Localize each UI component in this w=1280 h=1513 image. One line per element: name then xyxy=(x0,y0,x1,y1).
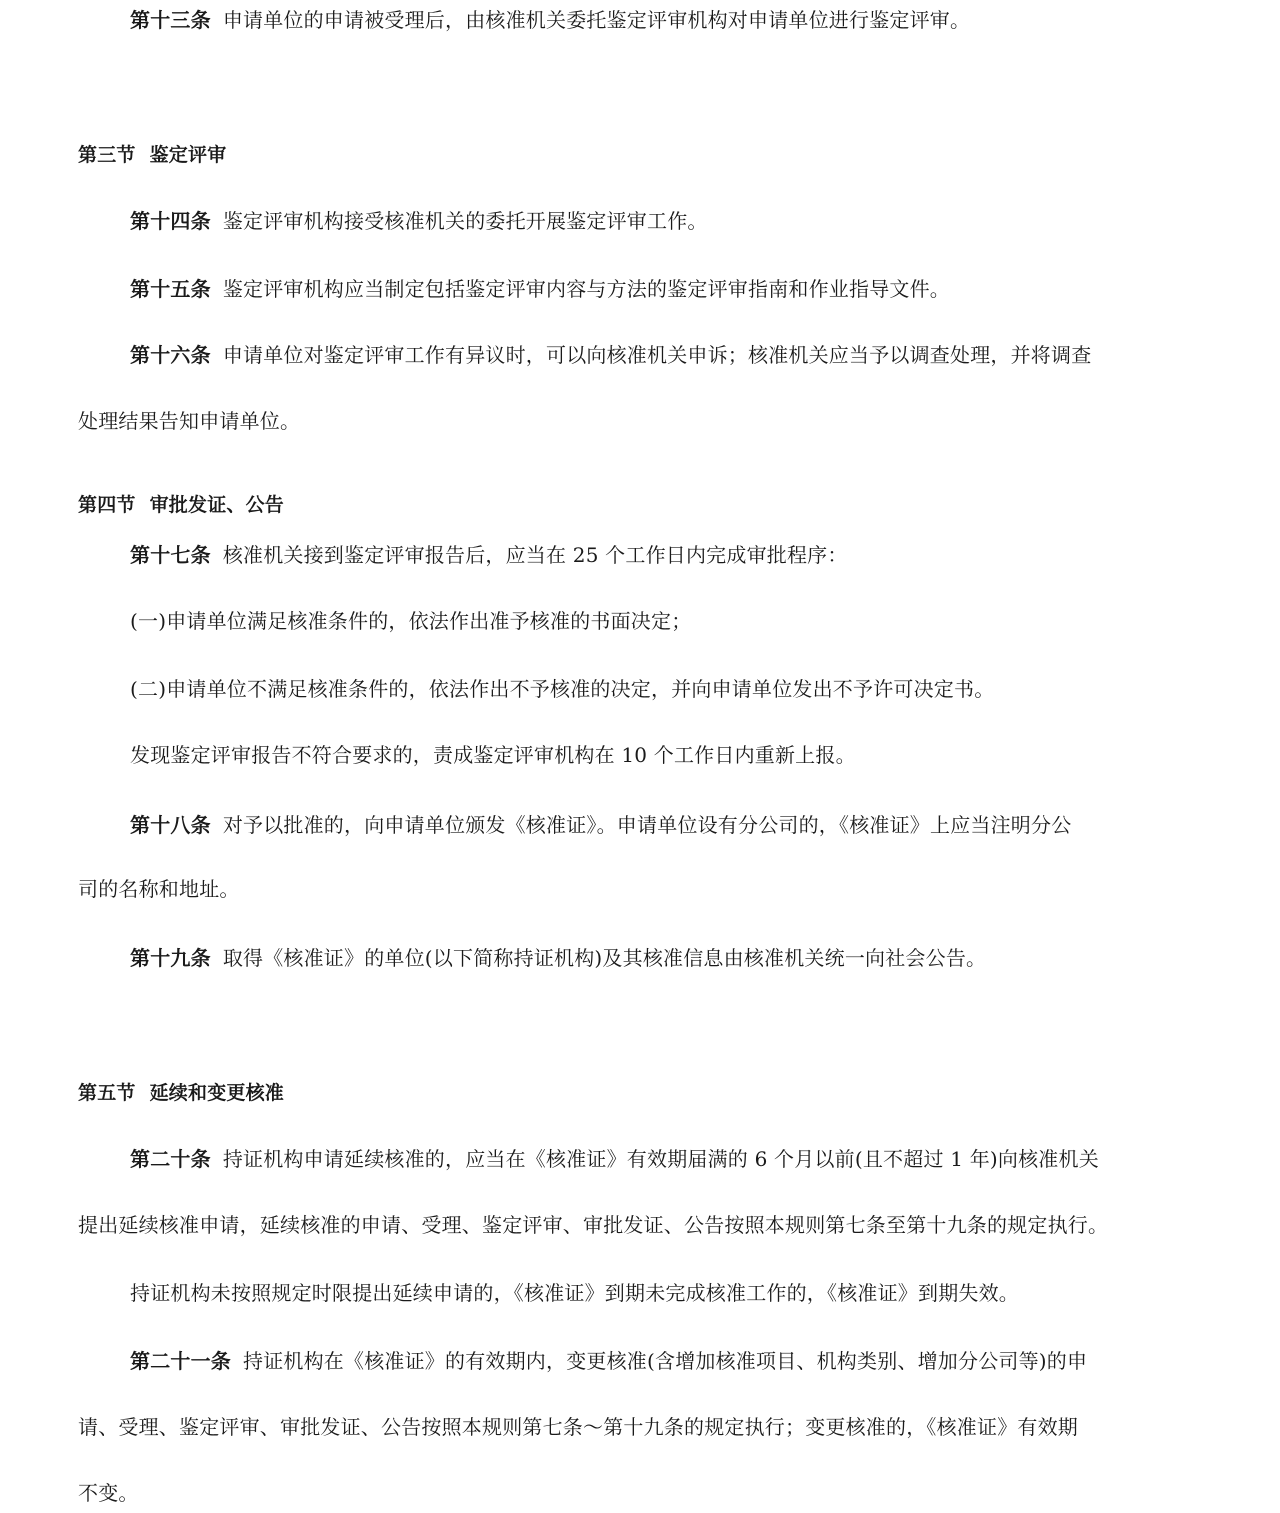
article-text: 对予以批准的，向申请单位颁发《核准证》。申请单位设有分公司的，《核准证》上应当注明分公 xyxy=(222,813,1072,837)
section-4-heading xyxy=(78,493,284,517)
article-text: 核准机关接到鉴定评审报告后，应当在 25 个工作日内完成审批程序： xyxy=(222,543,848,567)
article-21 xyxy=(130,1349,1087,1373)
article-text: 持证机构在《核准证》的有效期内，变更核准(含增加核准项目、机构类别、增加分公司等)的申 xyxy=(243,1349,1088,1373)
article-18 xyxy=(130,813,1071,837)
article-18-continuation: 司的名称和地址。 xyxy=(78,877,240,901)
article-text: 申请单位的申请被受理后，由核准机关委托鉴定评审机构对申请单位进行鉴定评审。 xyxy=(222,8,971,32)
article-20 xyxy=(130,1147,1099,1171)
section-number: 第四节 xyxy=(78,494,136,516)
article-text: 取得《核准证》的单位(以下简称持证机构)及其核准信息由核准机关统一向社会公告。 xyxy=(222,946,987,970)
article-label: 第二十一条 xyxy=(130,1349,231,1373)
section-title: 延续和变更核准 xyxy=(149,1082,285,1104)
article-text: 申请单位对鉴定评审工作有异议时，可以向核准机关申诉；核准机关应当予以调查处理，并将调查 xyxy=(222,343,1092,367)
article-label: 第十五条 xyxy=(130,277,211,301)
article-17 xyxy=(130,543,848,567)
article-label: 第十八条 xyxy=(130,813,211,837)
article-text: 持证机构申请延续核准的，应当在《核准证》有效期届满的 6 个月以前(且不超过 1 年)向核准机关 xyxy=(222,1147,1099,1171)
article-15 xyxy=(130,277,950,301)
article-16 xyxy=(130,343,1091,367)
section-number: 第三节 xyxy=(78,144,136,166)
article-label: 第十六条 xyxy=(130,343,211,367)
article-21-continuation-2: 不变。 xyxy=(78,1481,139,1505)
article-label: 第十四条 xyxy=(130,209,211,233)
article-label: 第十七条 xyxy=(130,543,211,567)
article-16-continuation: 处理结果告知申请单位。 xyxy=(78,409,301,433)
article-14 xyxy=(130,209,708,233)
article-17-item-1: (一)申请单位满足核准条件的，依法作出准予核准的书面决定； xyxy=(130,609,692,633)
article-label: 第二十条 xyxy=(130,1147,211,1171)
section-5-heading xyxy=(78,1081,284,1105)
article-21-continuation-1: 请、受理、鉴定评审、审批发证、公告按照本规则第七条～第十九条的规定执行；变更核准的，《核准证》有效期 xyxy=(78,1415,1078,1439)
article-text: 鉴定评审机构接受核准机关的委托开展鉴定评审工作。 xyxy=(222,209,708,233)
article-17-note: 发现鉴定评审报告不符合要求的，责成鉴定评审机构在 10 个工作日内重新上报。 xyxy=(130,743,856,767)
article-20-continuation: 提出延续核准申请，延续核准的申请、受理、鉴定评审、审批发证、公告按照本规则第七条至第十九条的规定执行。 xyxy=(78,1213,1109,1237)
section-title: 鉴定评审 xyxy=(149,144,227,166)
article-20-note: 持证机构未按照规定时限提出延续申请的，《核准证》到期未完成核准工作的，《核准证》到期失效。 xyxy=(130,1281,1019,1305)
section-number: 第五节 xyxy=(78,1082,136,1104)
article-label: 第十九条 xyxy=(130,946,211,970)
article-19 xyxy=(130,946,986,970)
section-3-heading xyxy=(78,143,226,167)
article-label: 第十三条 xyxy=(130,8,211,32)
article-17-item-2: (二)申请单位不满足核准条件的，依法作出不予核准的决定，并向申请单位发出不予许可决定书。 xyxy=(130,677,995,701)
article-text: 鉴定评审机构应当制定包括鉴定评审内容与方法的鉴定评审指南和作业指导文件。 xyxy=(222,277,951,301)
section-title: 审批发证、公告 xyxy=(149,494,285,516)
article-13 xyxy=(130,8,970,32)
